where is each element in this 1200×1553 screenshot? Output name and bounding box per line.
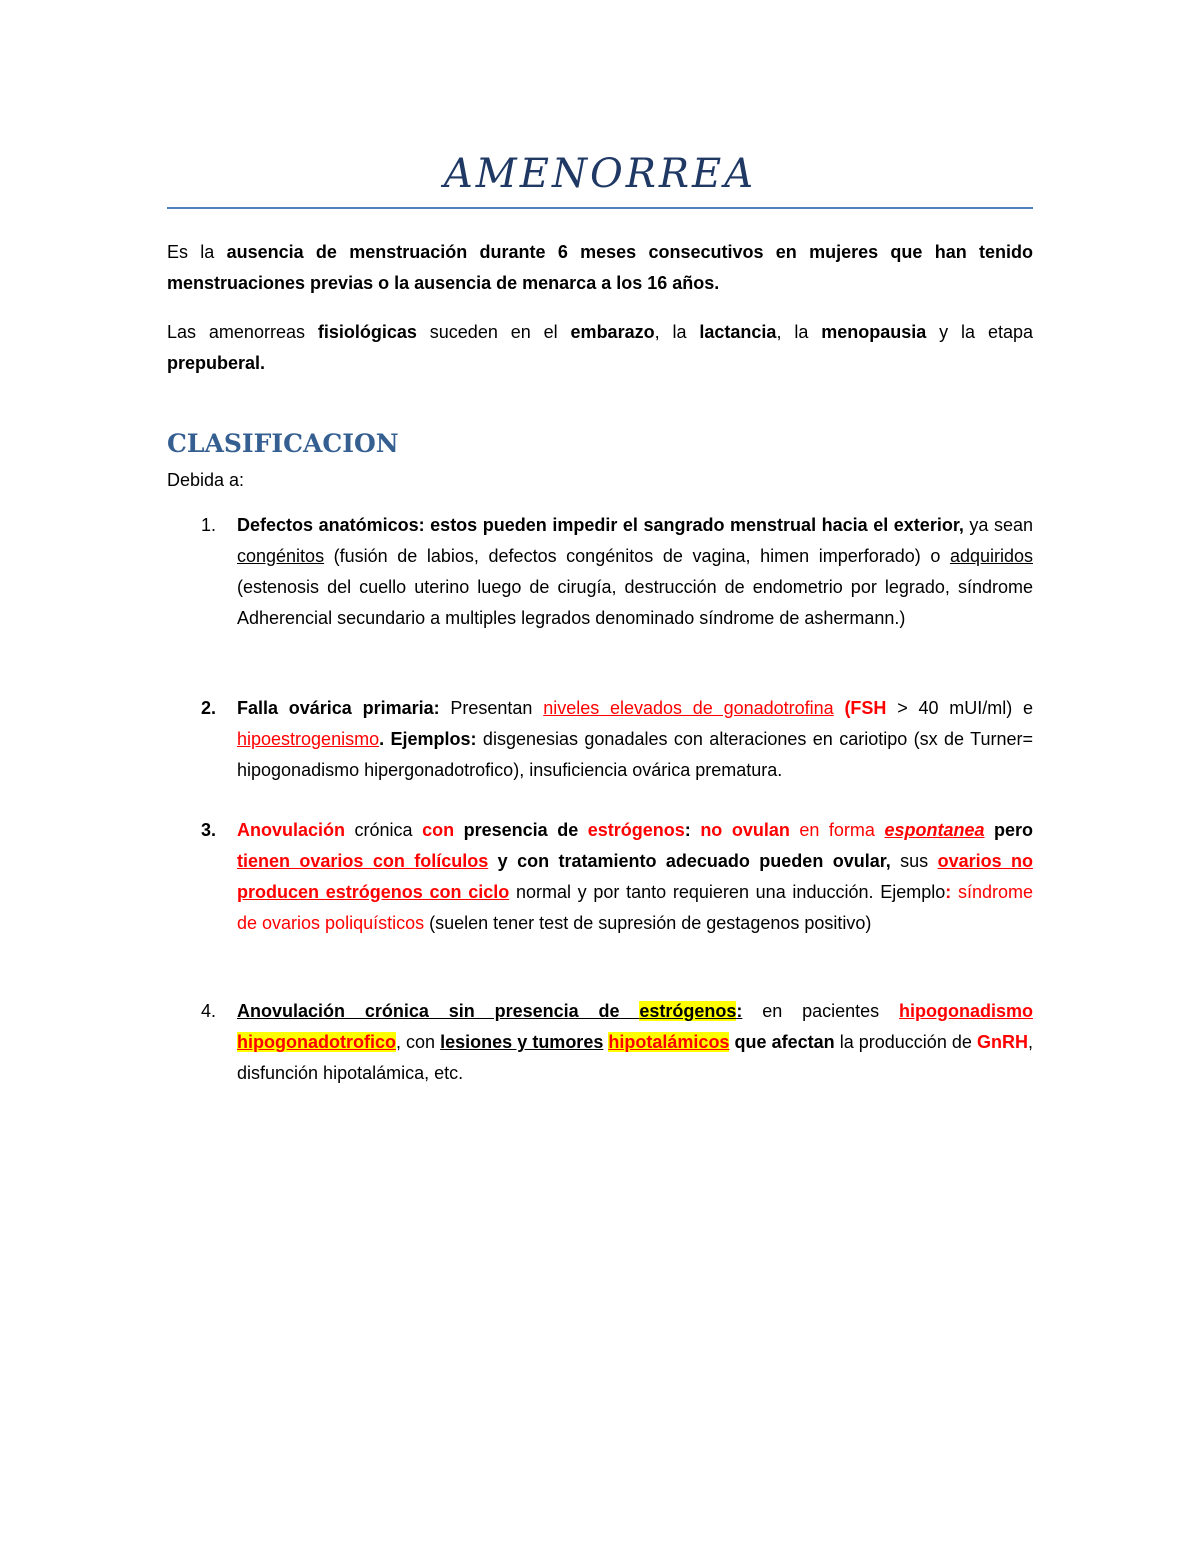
term-menopausia: menopausia: [821, 322, 927, 342]
term-estrogenos: estrógenos: [587, 820, 685, 840]
text-run: [834, 698, 845, 718]
definition-lead: Es la: [167, 242, 227, 262]
text-run: y la etapa: [926, 322, 1033, 342]
term-ovarios-no-producen: ovarios no producen estrógenos con ciclo: [237, 851, 1033, 902]
list-item-text: [237, 996, 1033, 1089]
term-lesiones-tumores: lesiones y tumores: [440, 1032, 604, 1052]
term-lactancia: lactancia: [699, 322, 777, 342]
term-hipoestrogenismo: hipoestrogenismo: [237, 729, 380, 749]
text-run: normal y por tanto requieren una inducción. Ejemplo: [509, 882, 946, 902]
term-anovulacion: Anovulación: [237, 820, 346, 840]
text-run: suceden en el: [416, 322, 571, 342]
list-item-text: [237, 693, 1033, 786]
text-run: :: [736, 1001, 743, 1021]
term-congenitos: congénitos: [237, 546, 325, 566]
title-underline-rule: [167, 207, 1033, 209]
document-title: AMENORREA: [443, 151, 757, 197]
text-run: , la: [654, 322, 700, 342]
text-run: sus: [890, 851, 938, 871]
text-run: ya sean: [963, 515, 1034, 535]
text-run: . Ejemplos:: [379, 729, 477, 749]
term-fisiologicas: fisiológicas: [317, 322, 417, 342]
text-run: en forma: [789, 820, 885, 840]
text-run: Presentan: [439, 698, 544, 718]
text-run: Defectos anatómicos: estos pueden impedir el sangrado menstrual hacia el exterior,: [237, 515, 964, 535]
text-run: crónica: [345, 820, 423, 840]
term-prepuberal: prepuberal.: [167, 353, 266, 373]
list-number: 1.: [201, 515, 217, 535]
term-fsh: (FSH: [844, 698, 887, 718]
text-run: :: [945, 882, 952, 902]
term-adquiridos: adquiridos: [949, 546, 1033, 566]
text-run: la producción de: [834, 1032, 977, 1052]
text-run: (suelen tener test de supresión de gestagenos positivo): [424, 913, 872, 933]
list-number: 4.: [201, 1001, 217, 1021]
term-hipogonadismo: hipogonadismo: [899, 1001, 1033, 1021]
text-run: , con: [395, 1032, 441, 1052]
text-run: Anovulación crónica sin presencia de: [237, 1001, 640, 1021]
text-run: que afectan: [729, 1032, 835, 1052]
text-run: :: [684, 820, 701, 840]
list-number: 2.: [201, 698, 217, 718]
term-sindrome-ovarios-poliquisticos: síndrome de ovarios poliquísticos: [237, 882, 1033, 933]
text-run: > 40 mUI/ml) e: [886, 698, 1033, 718]
text-run: presencia de: [454, 820, 588, 840]
term-embarazo: embarazo: [570, 322, 655, 342]
term-con: con: [422, 820, 455, 840]
physiological-paragraph: [167, 317, 1033, 379]
term-hipogonadotrofico-highlight: hipogonadotrofico: [237, 1032, 396, 1052]
term-estrogenos-highlight: estrógenos: [639, 1001, 737, 1021]
definition-paragraph: [167, 237, 1033, 299]
section-lead: Debida a:: [167, 470, 245, 490]
text-run: Las amenorreas: [167, 322, 318, 342]
section-heading: CLASIFICACION: [167, 429, 399, 458]
text-run: pero: [984, 820, 1034, 840]
term-ovarios-con-foliculos: tienen ovarios con folículos: [237, 851, 489, 871]
list-item-text: [237, 815, 1033, 939]
term-niveles-elevados: niveles elevados de gonadotrofina: [543, 698, 834, 718]
text-run: (fusión de labios, defectos congénitos de vagina, himen imperforado) o: [324, 546, 950, 566]
text-run: y con tratamiento adecuado pueden ovular,: [488, 851, 891, 871]
term-gnrh: GnRH: [977, 1032, 1028, 1052]
list-item-text: [237, 510, 1033, 634]
text-run: Falla ovárica primaria:: [237, 698, 440, 718]
term-no-ovulan: no ovulan: [700, 820, 790, 840]
text-run: , la: [776, 322, 822, 342]
text-run: (estenosis del cuello uterino luego de cirugía, destrucción de endometrio por legrado, síndrome Adherencial secundario a multiples legrados denominado síndrome de ashermann.): [237, 577, 1033, 628]
text-run: disgenesias gonadales con alteraciones en cariotipo (sx de Turner= hipogonadismo hipergonadotrofico), insuficiencia ovárica prematura.: [237, 729, 1033, 780]
list-number: 3.: [201, 820, 217, 840]
text-run: , disfunción hipotalámica, etc.: [237, 1032, 1034, 1083]
term-espontanea: espontanea: [884, 820, 985, 840]
term-hipotalamicos-highlight: hipotalámicos: [608, 1032, 730, 1052]
text-run: en pacientes: [742, 1001, 899, 1021]
definition-text: ausencia de menstruación durante 6 meses consecutivos en mujeres que han tenido menstruaciones previas o la ausencia de menarca a los 16 años.: [167, 242, 1033, 293]
